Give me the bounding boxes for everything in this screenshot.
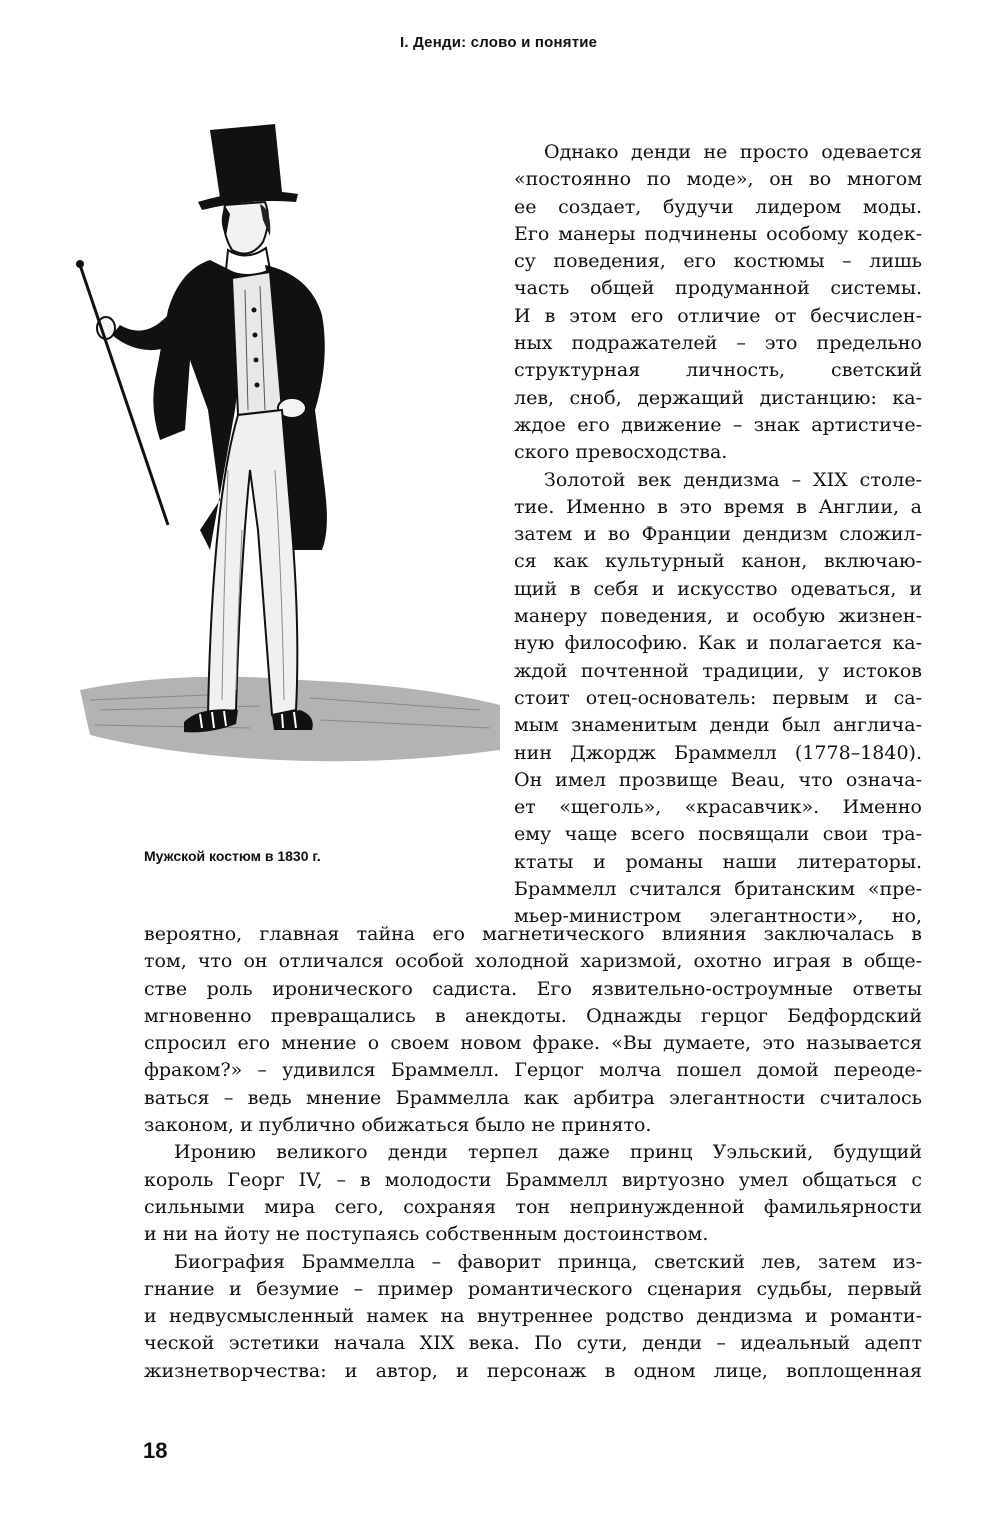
text-line: ет «щеголь», «красавчик». Именно bbox=[514, 796, 922, 819]
text-line: ждой почтенной традиции, у истоков bbox=[514, 659, 922, 682]
text-line: И в этом его отличие от бесчислен- bbox=[514, 304, 922, 327]
dandy-engraving-illustration bbox=[60, 110, 500, 790]
text-line: и недвусмысленный намек на внутреннее родство дендизма и романти- bbox=[144, 1305, 922, 1328]
text-line: затем и во Франции дендизм сложил- bbox=[514, 523, 922, 546]
text-line: стоит отец-основатель: первым и са- bbox=[514, 686, 922, 709]
figure-caption: Мужской костюм в 1830 г. bbox=[144, 848, 321, 864]
text-line: гнание и безумие – пример романтического сценария судьбы, первый bbox=[144, 1277, 922, 1300]
text-line: и ни на йоту не поступаясь собственным достоинством. bbox=[144, 1223, 709, 1246]
text-line: Однако денди не просто одевается bbox=[544, 141, 922, 163]
text-line: мьер-министром элегантности», но, bbox=[514, 905, 922, 928]
text-line: щий в себя и искусство одеваться, и bbox=[514, 577, 922, 600]
full-width-text bbox=[144, 921, 922, 1385]
text-line: стве роль иронического садиста. Его язвительно-остроумные ответы bbox=[144, 977, 922, 1000]
text-line: ского превосходства. bbox=[514, 441, 728, 464]
text-line: ся как культурный канон, включаю- bbox=[514, 550, 922, 573]
text-line: король Георг IV, – в молодости Браммелл виртуозно умел общаться с bbox=[144, 1168, 922, 1191]
text-line: Золотой век дендизма – XIX столе- bbox=[544, 468, 922, 491]
text-line: часть общей продуманной системы. bbox=[514, 277, 922, 300]
text-line: ческой эстетики начала XIX века. По сути, денди – идеальный адепт bbox=[144, 1332, 922, 1355]
text-line: нин Джордж Браммелл (1778–1840). bbox=[514, 741, 922, 764]
text-line: «постоянно по моде», он во многом bbox=[514, 168, 922, 191]
text-line: манеру поведения, и особую жизнен- bbox=[514, 605, 922, 628]
text-line: ктаты и романы наши литераторы. bbox=[514, 850, 922, 873]
text-line: тие. Именно в это время в Англии, а bbox=[514, 495, 922, 518]
text-line: ных подражателей – это предельно bbox=[514, 332, 922, 355]
text-line: вероятно, главная тайна его магнетического влияния заключалась в bbox=[144, 923, 922, 945]
text-line: том, что он отличался особой холодной харизмой, охотно играя в обще- bbox=[144, 950, 922, 973]
text-line: ную философию. Как и полагается ка- bbox=[514, 632, 922, 655]
right-column-text bbox=[514, 139, 922, 931]
text-line: структурная личность, светский bbox=[514, 359, 922, 382]
text-line: жизнетворчества: и автор, и персонаж в одном лице, воплощенная bbox=[144, 1359, 922, 1382]
running-header: I. Денди: слово и понятие bbox=[400, 34, 598, 51]
text-line: лев, сноб, держащий дистанцию: ка- bbox=[514, 386, 922, 409]
text-line: фраком?» – удивился Браммелл. Герцог молча пошел домой переоде- bbox=[144, 1059, 922, 1082]
text-line: спросил его мнение о своем новом фраке. «Вы думаете, это называется bbox=[144, 1032, 922, 1055]
text-line: ему чаще всего посвящали свои тра- bbox=[514, 823, 922, 846]
text-line: су поведения, его костюмы – лишь bbox=[514, 250, 922, 273]
text-line: Его манеры подчинены особому кодек- bbox=[514, 222, 922, 245]
text-line: мгновенно превращались в анекдоты. Однажды герцог Бедфордский bbox=[144, 1004, 922, 1027]
page-number: 18 bbox=[143, 1438, 168, 1463]
text-line: мым знаменитым денди был англича- bbox=[514, 714, 922, 737]
text-line: ваться – ведь мнение Браммелла как арбитра элегантности считалось bbox=[144, 1086, 922, 1109]
text-line: ждое его движение – знак артистиче- bbox=[514, 413, 922, 436]
text-line: Биография Браммелла – фаворит принца, светский лев, затем из- bbox=[174, 1250, 922, 1273]
text-line: Иронию великого денди терпел даже принц Уэльский, будущий bbox=[174, 1141, 922, 1164]
text-line: ее создает, будучи лидером моды. bbox=[514, 195, 922, 218]
text-line: законом, и публично обижаться было не принято. bbox=[144, 1114, 652, 1137]
text-line: Он имел прозвище Beau, что означа- bbox=[514, 768, 922, 791]
text-line: Браммелл считался британским «пре- bbox=[514, 878, 922, 901]
text-line: сильными мира сего, сохраняя тон непринужденной фамильярности bbox=[144, 1195, 922, 1218]
